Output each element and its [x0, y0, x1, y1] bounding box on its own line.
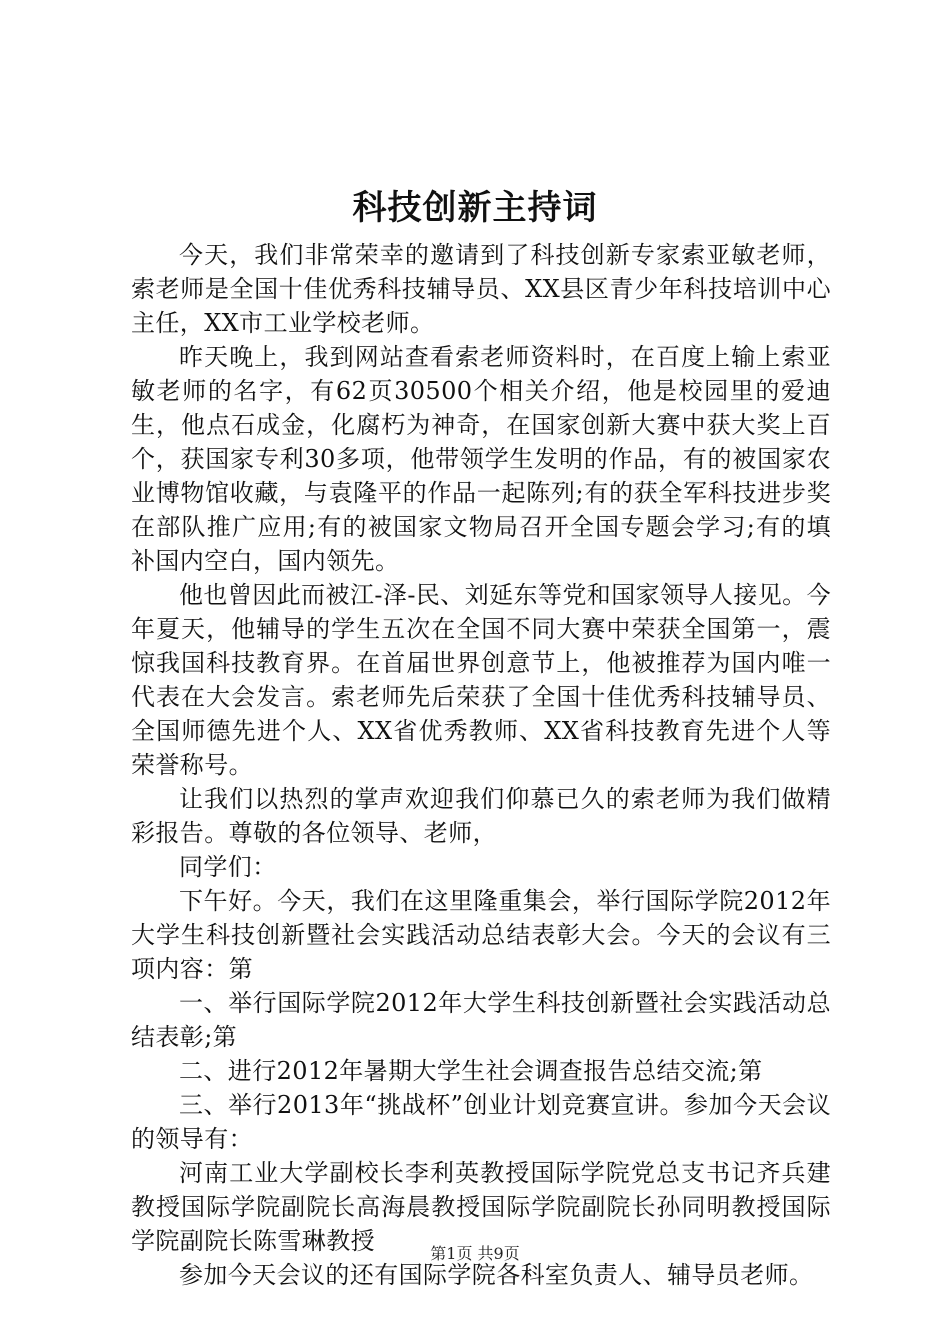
paragraph-intro: 今天，我们非常荣幸的邀请到了科技创新专家索亚敏老师，索老师是全国十佳优秀科技辅导员、XX县区青少年科技培训中心主任，XX市工业学校老师。 [131, 241, 831, 337]
document-body [131, 238, 831, 1292]
paragraph-meeting-intro: 下午好。今天，我们在这里隆重集会，举行国际学院2012年大学生科技创新暨社会实践活动总结表彰大会。今天的会议有三项内容：第 [131, 887, 831, 983]
paragraph-background: 昨天晚上，我到网站查看索老师资料时，在百度上输上索亚敏老师的名字，有62页30500个相关介绍，他是校园里的爱迪生，他点石成金，化腐朽为神奇，在国家创新大赛中获大奖上百个，获国家专利30多项，他带领学生发明的作品，有的被国家农业博物馆收藏，与袁隆平的作品一起陈列;有的获全军科技进步奖在部队推广应用;有的被国家文物局召开全国专题会学习;有的填补国内空白，国内领先。 [131, 343, 831, 575]
page-number: 第1页 共9页 [430, 1244, 520, 1263]
paragraph-greeting: 同学们： [179, 853, 277, 881]
document-title: 科技创新主持词 [352, 188, 598, 228]
paragraph-leaders: 河南工业大学副校长李利英教授国际学院党总支书记齐兵建教授国际学院副院长高海晨教授国际学院副院长孙同明教授国际学院副院长陈雪琳教授 [131, 1159, 831, 1255]
paragraph-agenda-3: 三、举行2013年“挑战杯”创业计划竞赛宣讲。参加今天会议的领导有： [131, 1091, 831, 1153]
paragraph-agenda-1: 一、举行国际学院2012年大学生科技创新暨社会实践活动总结表彰;第 [131, 989, 831, 1051]
paragraph-welcome: 让我们以热烈的掌声欢迎我们仰慕已久的索老师为我们做精彩报告。尊敬的各位领导、老师， [131, 785, 831, 847]
paragraph-agenda-2: 二、进行2012年暑期大学生社会调查报告总结交流;第 [179, 1057, 763, 1085]
paragraph-attendees: 参加今天会议的还有国际学院各科室负责人、辅导员老师。 [179, 1261, 814, 1289]
paragraph-honors: 他也曾因此而被江-泽-民、刘延东等党和国家领导人接见。今年夏天，他辅导的学生五次在全国不同大赛中荣获全国第一，震惊我国科技教育界。在首届世界创意节上，他被推荐为国内唯一代表在大会发言。索老师先后荣获了全国十佳优秀科技辅导员、全国师德先进个人、XX省优秀教师、XX省科技教育先进个人等荣誉称号。 [131, 581, 831, 779]
